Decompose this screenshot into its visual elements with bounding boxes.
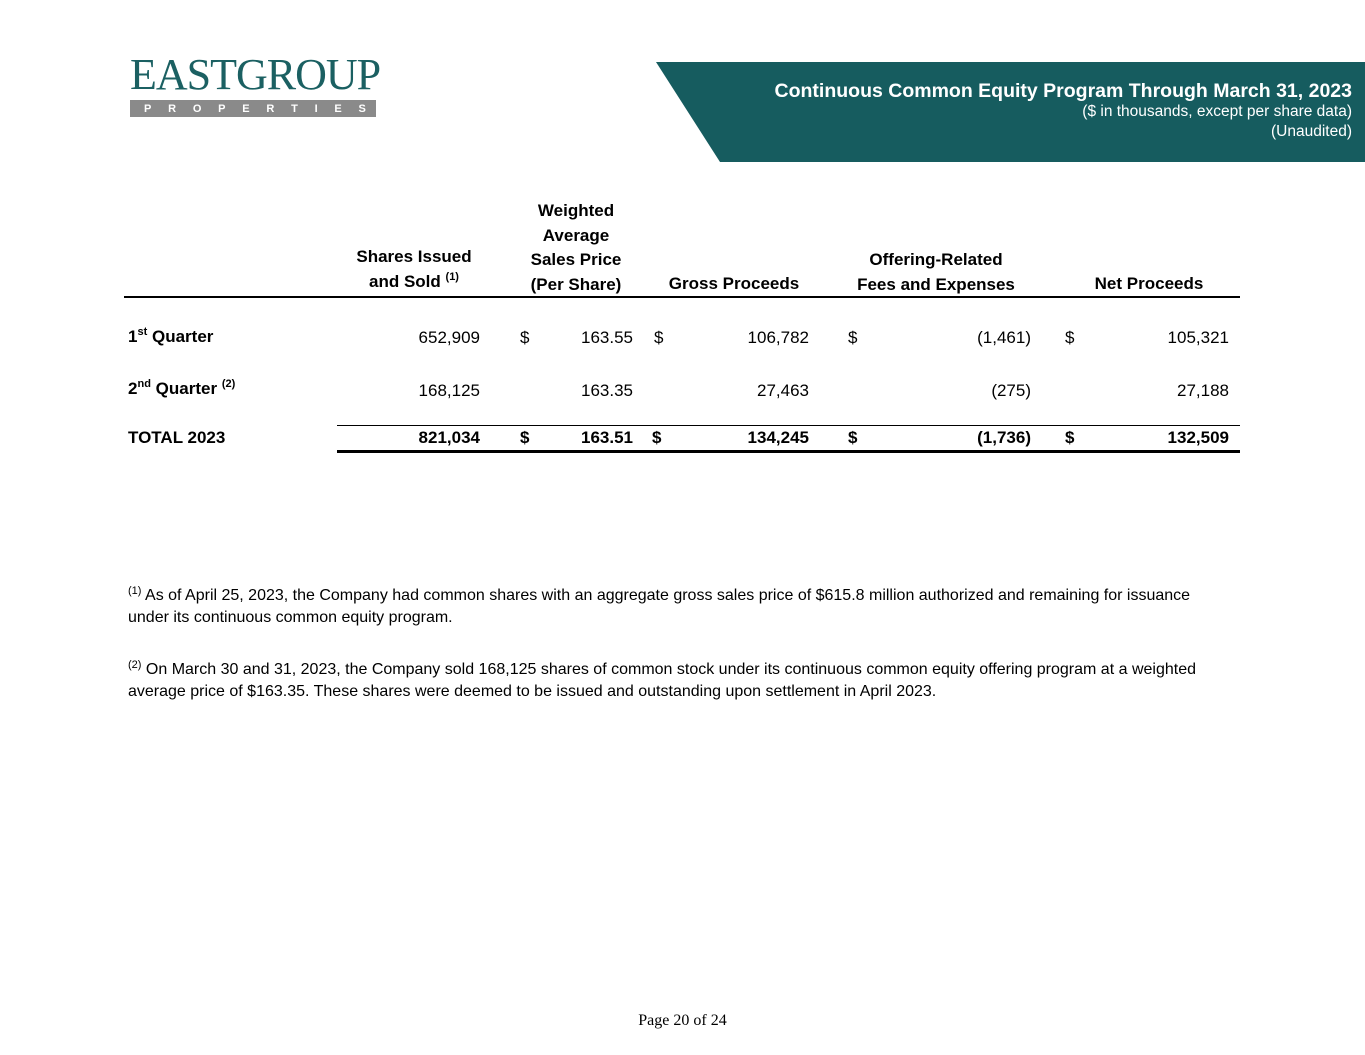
total-gross: 134,245 bbox=[747, 428, 809, 447]
total-shares: 821,034 bbox=[418, 428, 480, 447]
footnote-2: $^{(2)}$ On March 30 and 31, 2023, the Company sold 168,125 shares of common stock under its continuous common equity offering program at a weighted average price of $163.35. These shares were deemed to be issued and outstanding upon settlement in April 2023. bbox=[128, 659, 1196, 700]
page-title: Continuous Common Equity Program Through March 31, 2023 bbox=[774, 80, 1352, 102]
header-rule bbox=[124, 296, 1240, 298]
col-header-net: Net Proceeds bbox=[1094, 274, 1204, 293]
units-note: ($ in thousands, except per share data) bbox=[1082, 103, 1352, 120]
row-label-q2: 2nd Quarter $^{(2)}$ bbox=[128, 378, 236, 398]
unaudited-note: (Unaudited) bbox=[1271, 123, 1352, 140]
col-header-price: Weighted Average Sales Price (Per Share) bbox=[530, 201, 622, 294]
q2-shares: 168,125 bbox=[418, 381, 480, 400]
q1-fees-currency: $ bbox=[848, 328, 858, 347]
q1-gross-currency: $ bbox=[654, 328, 664, 347]
logo-wordmark: EASTGROUP bbox=[130, 50, 381, 99]
row-label-q1: 1st Quarter bbox=[128, 326, 214, 346]
q1-price: 163.55 bbox=[581, 328, 633, 347]
total-fees: (1,736) bbox=[977, 428, 1031, 447]
q2-net: 27,188 bbox=[1177, 381, 1229, 400]
total-net: 132,509 bbox=[1167, 428, 1229, 447]
q1-net-currency: $ bbox=[1065, 328, 1075, 347]
q1-shares: 652,909 bbox=[418, 328, 480, 347]
total-price: 163.51 bbox=[581, 428, 633, 447]
header-text bbox=[775, 80, 1352, 142]
q2-fees: (275) bbox=[991, 381, 1031, 400]
total-gross-currency: $ bbox=[652, 428, 662, 447]
q1-fees: (1,461) bbox=[977, 328, 1031, 347]
col-header-fees: Offering-Related Fees and Expenses bbox=[857, 250, 1015, 294]
q2-price: 163.35 bbox=[581, 381, 633, 400]
col-header-shares: Shares Issued and Sold $^{(1)}$ bbox=[356, 247, 472, 291]
footnote-1: $^{(1)}$ As of April 25, 2023, the Company had common shares with an aggregate gross sales price of $615.8 million authorized and remaining for issuance under its continuous common equity program. bbox=[128, 585, 1191, 626]
total-bottom-rule bbox=[337, 450, 1240, 453]
total-net-currency: $ bbox=[1065, 428, 1075, 447]
q1-net: 105,321 bbox=[1167, 328, 1229, 347]
col-header-gross: Gross Proceeds bbox=[668, 274, 800, 293]
page-number: Page 20 of 24 bbox=[638, 1012, 727, 1029]
company-logo bbox=[130, 50, 381, 117]
q2-gross: 27,463 bbox=[757, 381, 809, 400]
total-price-currency: $ bbox=[520, 428, 530, 447]
row-label-total: TOTAL 2023 bbox=[128, 428, 226, 447]
total-fees-currency: $ bbox=[848, 428, 858, 447]
q1-gross: 106,782 bbox=[747, 328, 809, 347]
logo-tagline: P R O P E R T I E S bbox=[130, 100, 376, 117]
total-top-rule bbox=[337, 425, 1240, 426]
q1-price-currency: $ bbox=[520, 328, 530, 347]
